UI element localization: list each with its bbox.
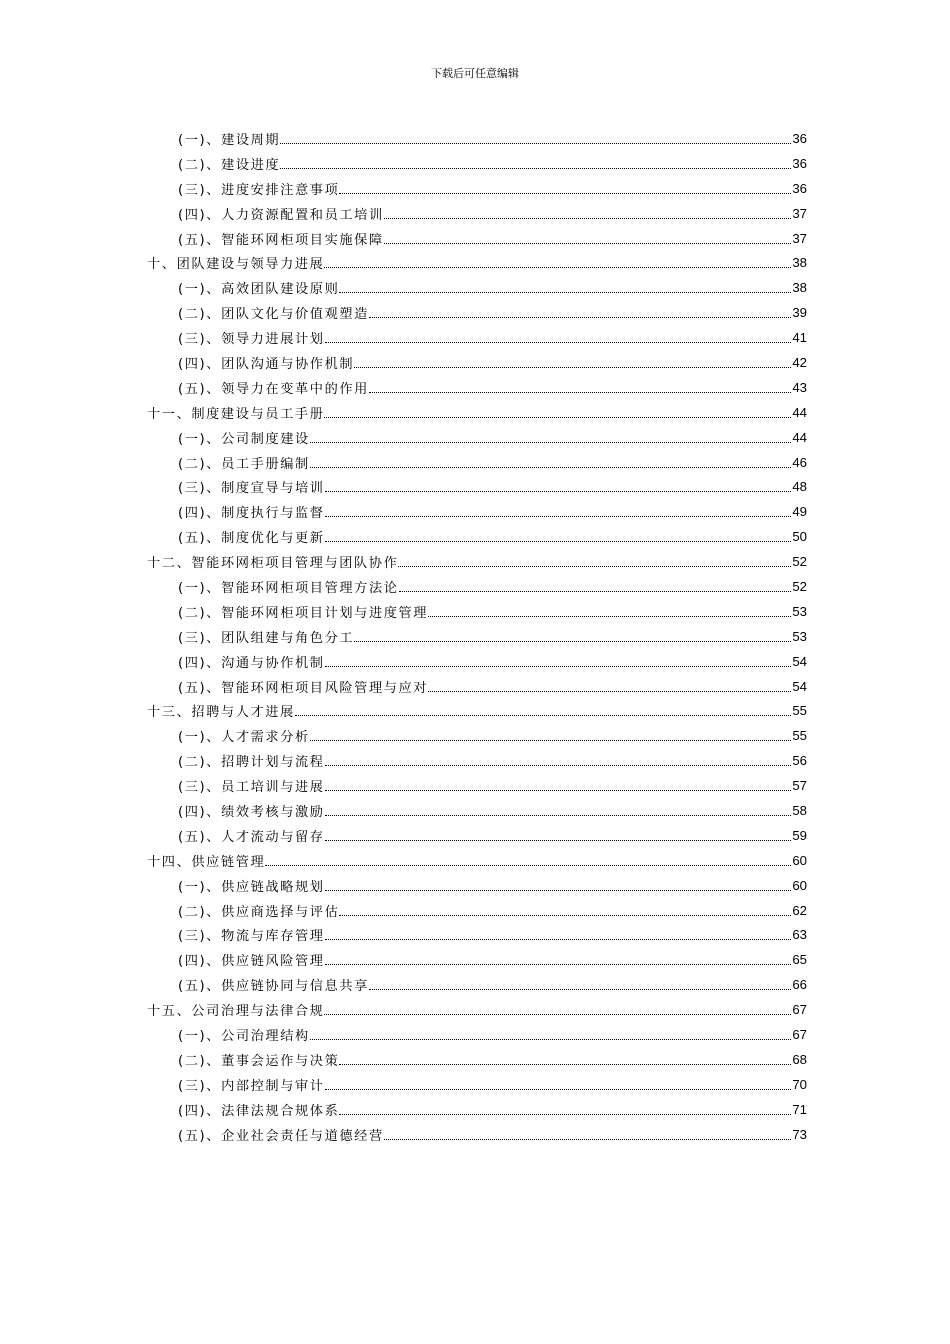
toc-dot-leader: [265, 865, 791, 866]
toc-dot-leader: [325, 840, 792, 841]
toc-entry-title: (一)、公司治理结构: [178, 1029, 310, 1044]
toc-section-entry[interactable]: [147, 450, 807, 475]
toc-dot-leader: [325, 890, 792, 891]
toc-entry-title: (一)、高效团队建设原则: [178, 282, 340, 298]
toc-chapter-entry[interactable]: [147, 997, 807, 1022]
toc-page-number: 37: [792, 205, 807, 221]
toc-page-number: 54: [792, 653, 807, 669]
toc-page-number: 67: [792, 1027, 807, 1042]
toc-section-entry[interactable]: [147, 898, 807, 923]
toc-page-number: 36: [792, 180, 807, 196]
toc-page-number: 38: [792, 255, 807, 271]
toc-section-entry[interactable]: [147, 1097, 807, 1122]
toc-entry-title: (二)、员工手册编制: [178, 456, 310, 472]
toc-dot-leader: [324, 1014, 791, 1015]
toc-entry-title: (四)、团队沟通与协作机制: [178, 356, 355, 372]
toc-entry-title: (二)、招聘计划与流程: [178, 755, 325, 771]
toc-page-number: 66: [792, 977, 807, 993]
toc-entry-title: 十四、供应链管理: [147, 854, 266, 870]
toc-entry-title: (二)、智能环网柜项目计划与进度管理: [178, 605, 429, 621]
toc-section-entry[interactable]: [147, 499, 807, 524]
toc-section-entry[interactable]: [147, 126, 807, 151]
toc-dot-leader: [354, 367, 791, 368]
toc-section-entry[interactable]: [147, 674, 807, 699]
toc-page-number: 71: [792, 1101, 807, 1117]
toc-page-number: 62: [792, 902, 807, 918]
toc-entry-title: (三)、员工培训与进展: [178, 780, 325, 796]
toc-page-number: 52: [792, 554, 807, 570]
toc-page-number: 70: [792, 1076, 807, 1092]
toc-page-number: 46: [792, 454, 807, 470]
toc-page-number: 55: [792, 703, 807, 719]
toc-entry-title: 十五、公司治理与法律合规: [147, 1004, 325, 1020]
toc-page-number: 60: [792, 852, 807, 868]
table-of-contents: [147, 126, 807, 1147]
toc-chapter-entry[interactable]: [147, 549, 807, 574]
toc-section-entry[interactable]: [147, 723, 807, 748]
toc-section-entry[interactable]: [147, 176, 807, 201]
toc-entry-title: (一)、智能环网柜项目管理方法论: [178, 580, 399, 596]
toc-page-number: 65: [792, 952, 807, 968]
toc-dot-leader: [384, 243, 792, 244]
toc-page-number: 48: [792, 479, 807, 495]
toc-chapter-entry[interactable]: [147, 848, 807, 873]
toc-page-number: 50: [792, 529, 807, 545]
toc-page-number: 37: [792, 230, 807, 246]
toc-entry-title: (二)、供应商选择与评估: [178, 904, 340, 920]
toc-page-number: 39: [792, 305, 807, 321]
toc-dot-leader: [339, 292, 791, 293]
toc-section-entry[interactable]: [147, 624, 807, 649]
toc-dot-leader: [354, 641, 791, 642]
toc-dot-leader: [325, 815, 792, 816]
toc-entry-title: (五)、供应链协同与信息共享: [178, 979, 369, 995]
toc-entry-title: (五)、智能环网柜项目实施保障: [178, 232, 384, 248]
toc-dot-leader: [310, 467, 792, 468]
toc-page-number: 41: [792, 330, 807, 346]
toc-dot-leader: [310, 442, 792, 443]
toc-entry-title: (五)、领导力在变革中的作用: [178, 381, 369, 397]
toc-page-number: 68: [792, 1051, 807, 1067]
toc-page-number: 59: [792, 827, 807, 843]
toc-page-number: 54: [792, 678, 807, 694]
toc-dot-leader: [325, 342, 792, 343]
toc-dot-leader: [280, 143, 791, 144]
toc-dot-leader: [325, 1089, 792, 1090]
toc-dot-leader: [325, 541, 792, 542]
toc-dot-leader: [384, 1139, 792, 1140]
toc-entry-title: (一)、供应链战略规划: [178, 879, 325, 895]
toc-page-number: 60: [792, 877, 807, 893]
toc-dot-leader: [428, 691, 791, 692]
toc-page-number: 44: [792, 429, 807, 445]
toc-section-entry[interactable]: [147, 748, 807, 773]
toc-entry-title: 十一、制度建设与员工手册: [147, 406, 325, 422]
toc-page-number: 53: [792, 603, 807, 619]
toc-dot-leader: [325, 491, 792, 492]
toc-section-entry[interactable]: [147, 574, 807, 599]
toc-chapter-entry[interactable]: [147, 698, 807, 723]
toc-section-entry[interactable]: [147, 151, 807, 176]
toc-entry-title: (三)、领导力进展计划: [178, 332, 325, 348]
toc-page-number: 38: [792, 280, 807, 296]
toc-dot-leader: [339, 1114, 791, 1115]
toc-dot-leader: [324, 417, 791, 418]
toc-entry-title: (一)、建设周期: [178, 132, 281, 148]
toc-entry-title: (四)、制度执行与监督: [178, 506, 325, 522]
toc-section-entry[interactable]: [147, 474, 807, 499]
page-header: 下载后可任意编辑: [431, 67, 519, 80]
toc-page-number: 36: [792, 155, 807, 171]
toc-page-number: 36: [792, 130, 807, 146]
toc-dot-leader: [325, 790, 792, 791]
toc-dot-leader: [325, 765, 792, 766]
toc-dot-leader: [339, 1064, 791, 1065]
toc-dot-leader: [295, 715, 791, 716]
toc-section-entry[interactable]: [147, 375, 807, 400]
toc-dot-leader: [325, 666, 792, 667]
toc-entry-title: (二)、团队文化与价值观塑造: [178, 307, 369, 323]
toc-page-number: 53: [792, 628, 807, 644]
toc-section-entry[interactable]: [147, 773, 807, 798]
toc-section-entry[interactable]: [147, 823, 807, 848]
toc-entry-title: (五)、企业社会责任与道德经营: [178, 1128, 384, 1144]
toc-chapter-entry[interactable]: [147, 250, 807, 275]
toc-page-number: 73: [792, 1126, 807, 1142]
toc-page-number: 67: [792, 1002, 807, 1018]
toc-section-entry[interactable]: [147, 1047, 807, 1072]
toc-entry-title: (五)、制度优化与更新: [178, 531, 325, 547]
toc-dot-leader: [310, 740, 792, 741]
toc-entry-title: (四)、沟通与协作机制: [178, 655, 325, 671]
toc-section-entry[interactable]: [147, 599, 807, 624]
toc-page-number: 63: [792, 927, 807, 943]
toc-dot-leader: [310, 1039, 792, 1040]
toc-dot-leader: [398, 566, 791, 567]
toc-dot-leader: [325, 516, 792, 517]
toc-page-number: 44: [792, 404, 807, 420]
toc-entry-title: 十、团队建设与领导力进展: [147, 257, 325, 273]
toc-page-number: 42: [792, 354, 807, 370]
toc-entry-title: (二)、建设进度: [178, 157, 281, 173]
toc-section-entry[interactable]: [147, 798, 807, 823]
toc-entry-title: 十二、智能环网柜项目管理与团队协作: [147, 556, 399, 572]
toc-entry-title: 十三、招聘与人才进展: [147, 705, 295, 721]
toc-entry-title: (四)、供应链风险管理: [178, 954, 325, 970]
toc-page-number: 52: [792, 578, 807, 594]
toc-page-number: 57: [792, 778, 807, 794]
toc-entry-title: (二)、董事会运作与决策: [178, 1053, 340, 1069]
toc-dot-leader: [428, 616, 791, 617]
toc-section-entry[interactable]: [147, 947, 807, 972]
toc-section-entry[interactable]: [147, 873, 807, 898]
toc-dot-leader: [339, 193, 791, 194]
toc-entry-title: (一)、公司制度建设: [178, 431, 310, 447]
toc-dot-leader: [384, 218, 792, 219]
toc-page-number: 49: [792, 504, 807, 520]
toc-section-entry[interactable]: [147, 649, 807, 674]
toc-dot-leader: [369, 989, 791, 990]
toc-entry-title: (四)、人力资源配置和员工培训: [178, 207, 384, 223]
toc-entry-title: (五)、人才流动与留存: [178, 829, 325, 845]
toc-dot-leader: [369, 392, 791, 393]
toc-section-entry[interactable]: [147, 201, 807, 226]
toc-section-entry[interactable]: [147, 350, 807, 375]
toc-dot-leader: [324, 267, 791, 268]
toc-entry-title: (四)、法律法规合规体系: [178, 1103, 340, 1119]
toc-section-entry[interactable]: [147, 425, 807, 450]
toc-dot-leader: [325, 939, 792, 940]
toc-entry-title: (五)、智能环网柜项目风险管理与应对: [178, 680, 429, 696]
toc-section-entry[interactable]: [147, 524, 807, 549]
toc-section-entry[interactable]: [147, 1122, 807, 1147]
toc-entry-title: (三)、团队组建与角色分工: [178, 630, 355, 646]
toc-section-entry[interactable]: [147, 275, 807, 300]
toc-entry-title: (一)、人才需求分析: [178, 730, 310, 746]
toc-section-entry[interactable]: [147, 923, 807, 948]
toc-section-entry[interactable]: [147, 1072, 807, 1097]
toc-section-entry[interactable]: [147, 226, 807, 251]
toc-page-number: 43: [792, 379, 807, 395]
toc-page-number: 56: [792, 753, 807, 769]
toc-entry-title: (三)、进度安排注意事项: [178, 182, 340, 198]
toc-section-entry[interactable]: [147, 1022, 807, 1047]
toc-dot-leader: [280, 168, 791, 169]
toc-entry-title: (三)、内部控制与审计: [178, 1078, 325, 1094]
toc-chapter-entry[interactable]: [147, 400, 807, 425]
toc-page-number: 55: [792, 728, 807, 744]
toc-entry-title: (三)、制度宣导与培训: [178, 481, 325, 497]
toc-dot-leader: [339, 915, 791, 916]
toc-entry-title: (三)、物流与库存管理: [178, 929, 325, 945]
toc-page-number: 58: [792, 802, 807, 818]
toc-section-entry[interactable]: [147, 325, 807, 350]
toc-dot-leader: [369, 317, 791, 318]
toc-dot-leader: [399, 591, 792, 592]
toc-section-entry[interactable]: [147, 300, 807, 325]
toc-dot-leader: [325, 964, 792, 965]
toc-section-entry[interactable]: [147, 972, 807, 997]
toc-entry-title: (四)、绩效考核与激励: [178, 804, 325, 820]
